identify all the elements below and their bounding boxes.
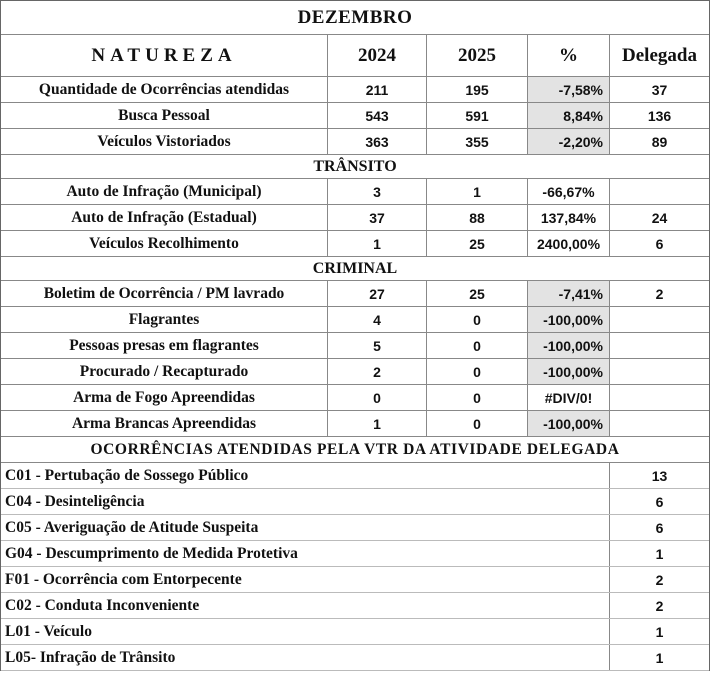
table-row bbox=[1, 205, 709, 231]
value-percent: -100,00% bbox=[528, 333, 610, 358]
ocorrencia-label: L01 - Veículo bbox=[1, 619, 610, 644]
table-row bbox=[1, 103, 709, 129]
value-2025: 25 bbox=[427, 281, 528, 306]
value-delegada: 89 bbox=[651, 133, 668, 150]
header-percent: % bbox=[528, 35, 610, 76]
value-2024: 3 bbox=[328, 179, 427, 204]
ocorrencia-count: 6 bbox=[655, 493, 664, 510]
list-item bbox=[1, 593, 709, 619]
list-item bbox=[1, 463, 709, 489]
table-row bbox=[1, 281, 709, 307]
row-label: Auto de Infração (Municipal) bbox=[1, 179, 328, 204]
list-item bbox=[1, 541, 709, 567]
table-row bbox=[1, 411, 709, 437]
table-row bbox=[1, 129, 709, 155]
transito-section bbox=[1, 179, 709, 257]
list-item bbox=[1, 645, 709, 671]
value-2024: 0 bbox=[328, 385, 427, 410]
row-label: Quantidade de Ocorrências atendidas bbox=[1, 77, 328, 102]
table-row bbox=[1, 385, 709, 411]
header-2024: 2024 bbox=[328, 35, 427, 76]
ocorrencias-section bbox=[1, 463, 709, 671]
value-2024: 2 bbox=[328, 359, 427, 384]
row-label: Veículos Vistoriados bbox=[1, 129, 328, 154]
header-natureza: NATUREZA bbox=[1, 35, 328, 76]
value-2025: 0 bbox=[427, 333, 528, 358]
list-item bbox=[1, 515, 709, 541]
value-2024: 4 bbox=[328, 307, 427, 332]
row-label: Arma Brancas Apreendidas bbox=[1, 411, 328, 436]
value-percent: -66,67% bbox=[528, 179, 610, 204]
table-row bbox=[1, 77, 709, 103]
ocorrencia-label: L05- Infração de Trânsito bbox=[1, 645, 610, 670]
report-title: DEZEMBRO bbox=[1, 1, 709, 35]
general-section bbox=[1, 77, 709, 155]
value-percent: 2400,00% bbox=[528, 231, 610, 256]
value-2025: 88 bbox=[427, 205, 528, 230]
section-transito-title: TRÂNSITO bbox=[1, 155, 709, 179]
list-item bbox=[1, 567, 709, 593]
table-row bbox=[1, 307, 709, 333]
value-percent: #DIV/0! bbox=[528, 385, 610, 410]
ocorrencia-label: C01 - Pertubação de Sossego Público bbox=[1, 463, 610, 488]
value-percent: 137,84% bbox=[528, 205, 610, 230]
ocorrencia-count: 1 bbox=[655, 545, 664, 562]
value-delegada: 24 bbox=[651, 209, 668, 226]
value-percent: -100,00% bbox=[528, 359, 610, 384]
table-row bbox=[1, 179, 709, 205]
header-2025: 2025 bbox=[427, 35, 528, 76]
row-label: Procurado / Recapturado bbox=[1, 359, 328, 384]
value-2025: 355 bbox=[427, 129, 528, 154]
value-2025: 591 bbox=[427, 103, 528, 128]
value-percent: -100,00% bbox=[528, 411, 610, 436]
value-2025: 0 bbox=[427, 411, 528, 436]
value-percent: -7,41% bbox=[528, 281, 610, 306]
ocorrencia-count: 13 bbox=[651, 467, 668, 484]
value-2025: 195 bbox=[427, 77, 528, 102]
row-label: Pessoas presas em flagrantes bbox=[1, 333, 328, 358]
value-2024: 211 bbox=[328, 77, 427, 102]
value-2025: 0 bbox=[427, 359, 528, 384]
ocorrencia-count: 2 bbox=[655, 571, 664, 588]
value-2025: 25 bbox=[427, 231, 528, 256]
ocorrencia-count: 1 bbox=[655, 623, 664, 640]
ocorrencia-label: C05 - Averiguação de Atitude Suspeita bbox=[1, 515, 610, 540]
value-delegada bbox=[610, 385, 709, 410]
header-delegada: Delegada bbox=[622, 44, 697, 66]
criminal-section bbox=[1, 281, 709, 437]
column-header-row bbox=[1, 35, 709, 77]
value-2024: 5 bbox=[328, 333, 427, 358]
value-2025: 0 bbox=[427, 307, 528, 332]
row-label: Auto de Infração (Estadual) bbox=[1, 205, 328, 230]
value-percent: -100,00% bbox=[528, 307, 610, 332]
value-delegada: 37 bbox=[651, 81, 668, 98]
value-delegada bbox=[610, 179, 709, 204]
ocorrencia-count: 6 bbox=[655, 519, 664, 536]
value-2024: 1 bbox=[328, 231, 427, 256]
ocorrencia-label: F01 - Ocorrência com Entorpecente bbox=[1, 567, 610, 592]
value-delegada bbox=[610, 307, 709, 332]
ocorrencia-label: C02 - Conduta Inconveniente bbox=[1, 593, 610, 618]
row-label: Veículos Recolhimento bbox=[1, 231, 328, 256]
ocorrencia-count: 2 bbox=[655, 597, 664, 614]
ocorrencia-label: G04 - Descumprimento de Medida Protetiva bbox=[1, 541, 610, 566]
value-delegada: 6 bbox=[655, 235, 664, 252]
value-percent: -7,58% bbox=[528, 77, 610, 102]
value-delegada bbox=[610, 411, 709, 436]
value-delegada bbox=[610, 359, 709, 384]
value-2024: 27 bbox=[328, 281, 427, 306]
value-delegada: 136 bbox=[647, 107, 672, 124]
value-percent: -2,20% bbox=[528, 129, 610, 154]
list-item bbox=[1, 619, 709, 645]
value-delegada: 2 bbox=[655, 285, 664, 302]
value-percent: 8,84% bbox=[528, 103, 610, 128]
row-label: Busca Pessoal bbox=[1, 103, 328, 128]
row-label: Boletim de Ocorrência / PM lavrado bbox=[1, 281, 328, 306]
section-criminal-title: CRIMINAL bbox=[1, 257, 709, 281]
value-2024: 1 bbox=[328, 411, 427, 436]
table-row bbox=[1, 333, 709, 359]
value-2025: 0 bbox=[427, 385, 528, 410]
value-delegada bbox=[610, 333, 709, 358]
table-row bbox=[1, 231, 709, 257]
section-ocorrencias-title: OCORRÊNCIAS ATENDIDAS PELA VTR DA ATIVIDADE DELEGADA bbox=[1, 437, 709, 463]
value-2024: 543 bbox=[328, 103, 427, 128]
value-2024: 363 bbox=[328, 129, 427, 154]
ocorrencia-count: 1 bbox=[655, 649, 664, 666]
row-label: Flagrantes bbox=[1, 307, 328, 332]
table-row bbox=[1, 359, 709, 385]
ocorrencia-label: C04 - Desinteligência bbox=[1, 489, 610, 514]
list-item bbox=[1, 489, 709, 515]
value-2025: 1 bbox=[427, 179, 528, 204]
value-2024: 37 bbox=[328, 205, 427, 230]
row-label: Arma de Fogo Apreendidas bbox=[1, 385, 328, 410]
